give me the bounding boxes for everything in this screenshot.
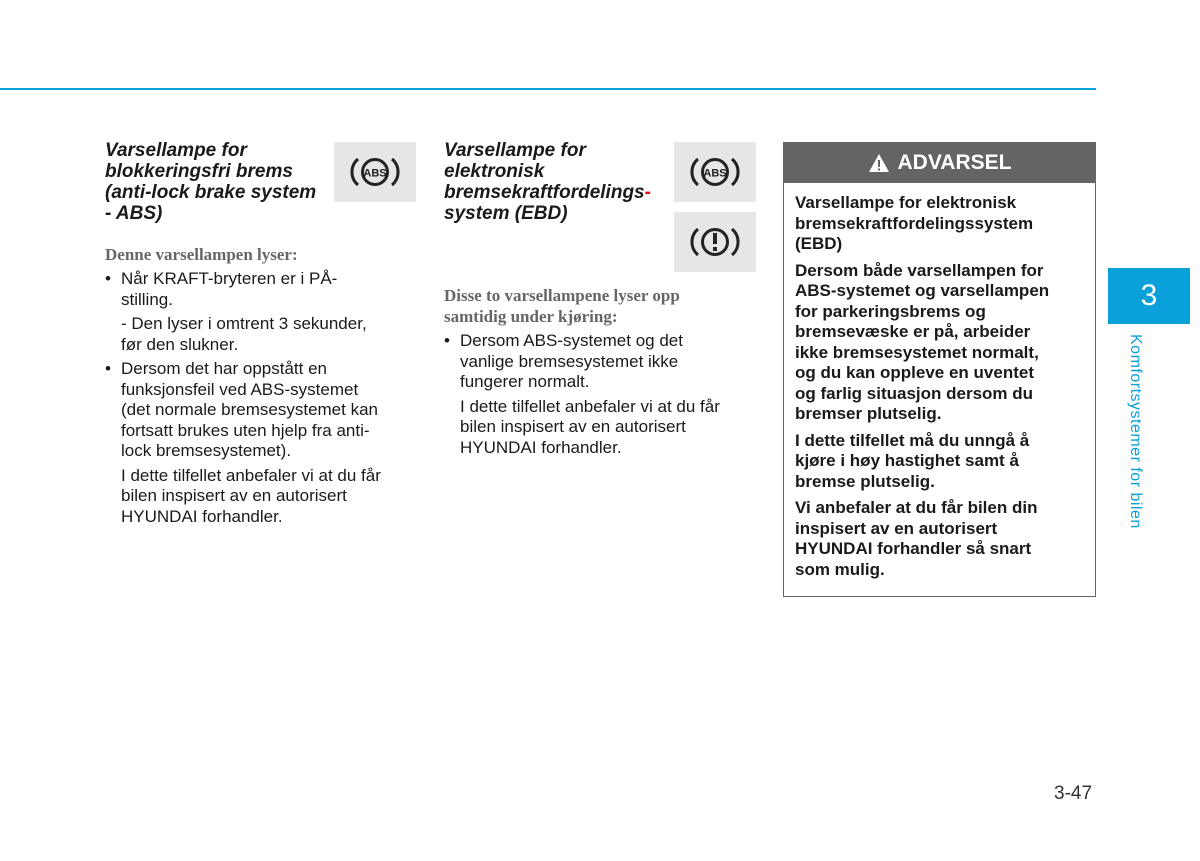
- abs-paragraph: I dette tilfellet anbefaler vi at du får bilen inspisert av en autorisert HYUNDAI forhandler.: [121, 465, 381, 526]
- svg-text:ABS: ABS: [703, 167, 727, 180]
- warning-body: [784, 183, 1095, 580]
- warning-paragraph-2: Dersom både varsellampen for ABS-systemet og varsellampen for parkeringsbrems og bremsevæske er på, arbeider ikke bremsesystemet normalt, og du kan oppleve en uventet og farlig situasjon dersom du bremser plutselig.: [795, 260, 1050, 423]
- header-rule: [0, 88, 1096, 90]
- warning-title: ADVARSEL: [897, 151, 1012, 174]
- ebd-paragraph: I dette tilfellet anbefaler vi at du får bilen inspisert av en autorisert HYUNDAI forhandler.: [460, 396, 720, 457]
- chapter-tab: [1108, 268, 1190, 324]
- warning-box: [783, 142, 1096, 597]
- ebd-subhead: Disse to varsellampene lyser opp samtidig under kjøring:: [444, 286, 680, 326]
- ebd-bullet-1: • Dersom ABS-systemet og det vanlige bremsesystemet ikke fungerer normalt.: [444, 331, 756, 393]
- ebd-heading: Varsellampe for elektronisk bremsekraftfordelings- system (EBD): [444, 140, 651, 224]
- abs-heading: Varsellampe for blokkeringsfri brems (anti-lock brake system - ABS): [105, 140, 317, 224]
- chapter-number: 3: [1140, 279, 1158, 312]
- abs-sub-item: - Den lyser i omtrent 3 sekunder, før den slukner.: [121, 314, 367, 354]
- page-number: 3-47: [1054, 783, 1093, 804]
- warning-triangle-icon: [868, 153, 890, 173]
- abs-bullet-1: • Når KRAFT-bryteren er i PÅ- stilling.: [105, 269, 417, 310]
- brake-exclamation-icon: [674, 212, 756, 272]
- abs-warning-icon: [674, 142, 756, 202]
- warning-header: [784, 143, 1095, 183]
- chapter-title: Komfortsystemer for bilen: [1127, 334, 1144, 529]
- abs-warning-icon: [334, 142, 416, 202]
- warning-paragraph-1: Varsellampe for elektronisk bremsekraftfordelingssystem (EBD): [795, 193, 1034, 253]
- abs-bullet-2: • Dersom det har oppstått en funksjonsfeil ved ABS-systemet (det normale bremsesystemet kan fortsatt brukes uten hjelp fra anti- lock bremsesystemet).: [105, 359, 417, 462]
- svg-text:ABS: ABS: [363, 167, 387, 180]
- abs-subhead: Denne varsellampen lyser:: [105, 245, 298, 264]
- warning-paragraph-3: I dette tilfellet må du unngå å kjøre i høy hastighet samt å bremse plutselig.: [795, 430, 1030, 491]
- warning-paragraph-4: Vi anbefaler at du får bilen din inspisert av en autorisert HYUNDAI forhandler så snart som mulig.: [795, 498, 1038, 579]
